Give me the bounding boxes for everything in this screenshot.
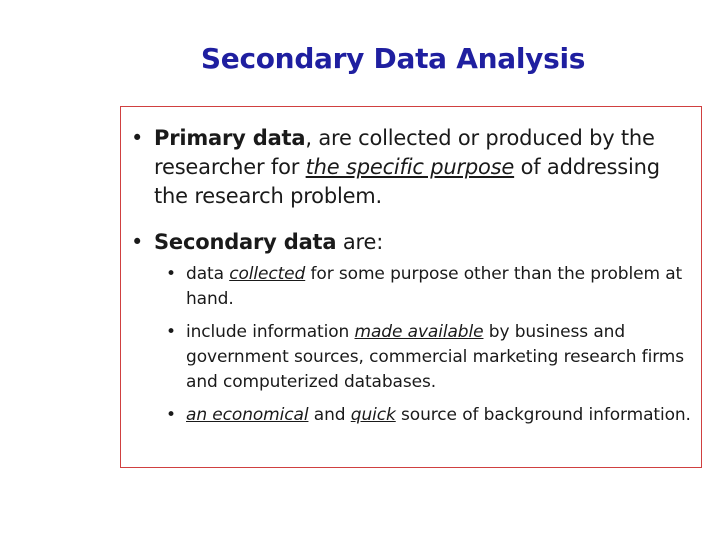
bullet-marker: • xyxy=(166,264,176,284)
bullet-text-part: for some purpose other than the problem at hand. xyxy=(186,264,683,309)
emphasis-text: made available xyxy=(354,322,484,342)
emphasis-text: quick xyxy=(350,405,396,425)
emphasis-economical xyxy=(186,405,308,425)
bullet-marker: • xyxy=(166,322,176,342)
bullet-text-part: are: xyxy=(336,230,384,254)
emphasis-collected xyxy=(229,264,305,284)
sub-bullet-text xyxy=(186,403,696,428)
content-box xyxy=(120,106,702,468)
bullet-marker: • xyxy=(131,230,144,254)
emphasis-quick xyxy=(351,405,396,425)
bullet-text-part: data xyxy=(186,264,230,284)
bullet-text-part: of addressing the research problem. xyxy=(154,155,660,208)
bullet-text xyxy=(154,228,694,257)
bullet-text xyxy=(154,124,694,211)
sub-bullet-text xyxy=(186,320,696,395)
bullet-text-part: source of background information. xyxy=(395,405,691,425)
emphasis-text: collected xyxy=(229,264,306,284)
bullet-marker: • xyxy=(166,405,176,425)
emphasis-text: an economical xyxy=(186,405,309,425)
emphasis-specific-purpose xyxy=(306,155,514,179)
bullet-text-part: and xyxy=(308,405,351,425)
bullet-text-part: by business and government sources, commercial marketing research firms and computerized databases. xyxy=(186,322,685,392)
emphasis-made-available xyxy=(355,322,484,342)
sub-bullet-text xyxy=(186,262,696,312)
term-primary-data: Primary data xyxy=(154,126,306,150)
emphasis-text: the specific purpose xyxy=(305,155,515,179)
term-secondary-data: Secondary data xyxy=(154,230,337,254)
bullet-text-part: include information xyxy=(186,322,355,342)
bullet-text-part: , are collected or produced by the researcher for xyxy=(154,126,655,179)
bullet-marker: • xyxy=(131,126,144,150)
slide-title: Secondary Data Analysis xyxy=(200,42,586,75)
